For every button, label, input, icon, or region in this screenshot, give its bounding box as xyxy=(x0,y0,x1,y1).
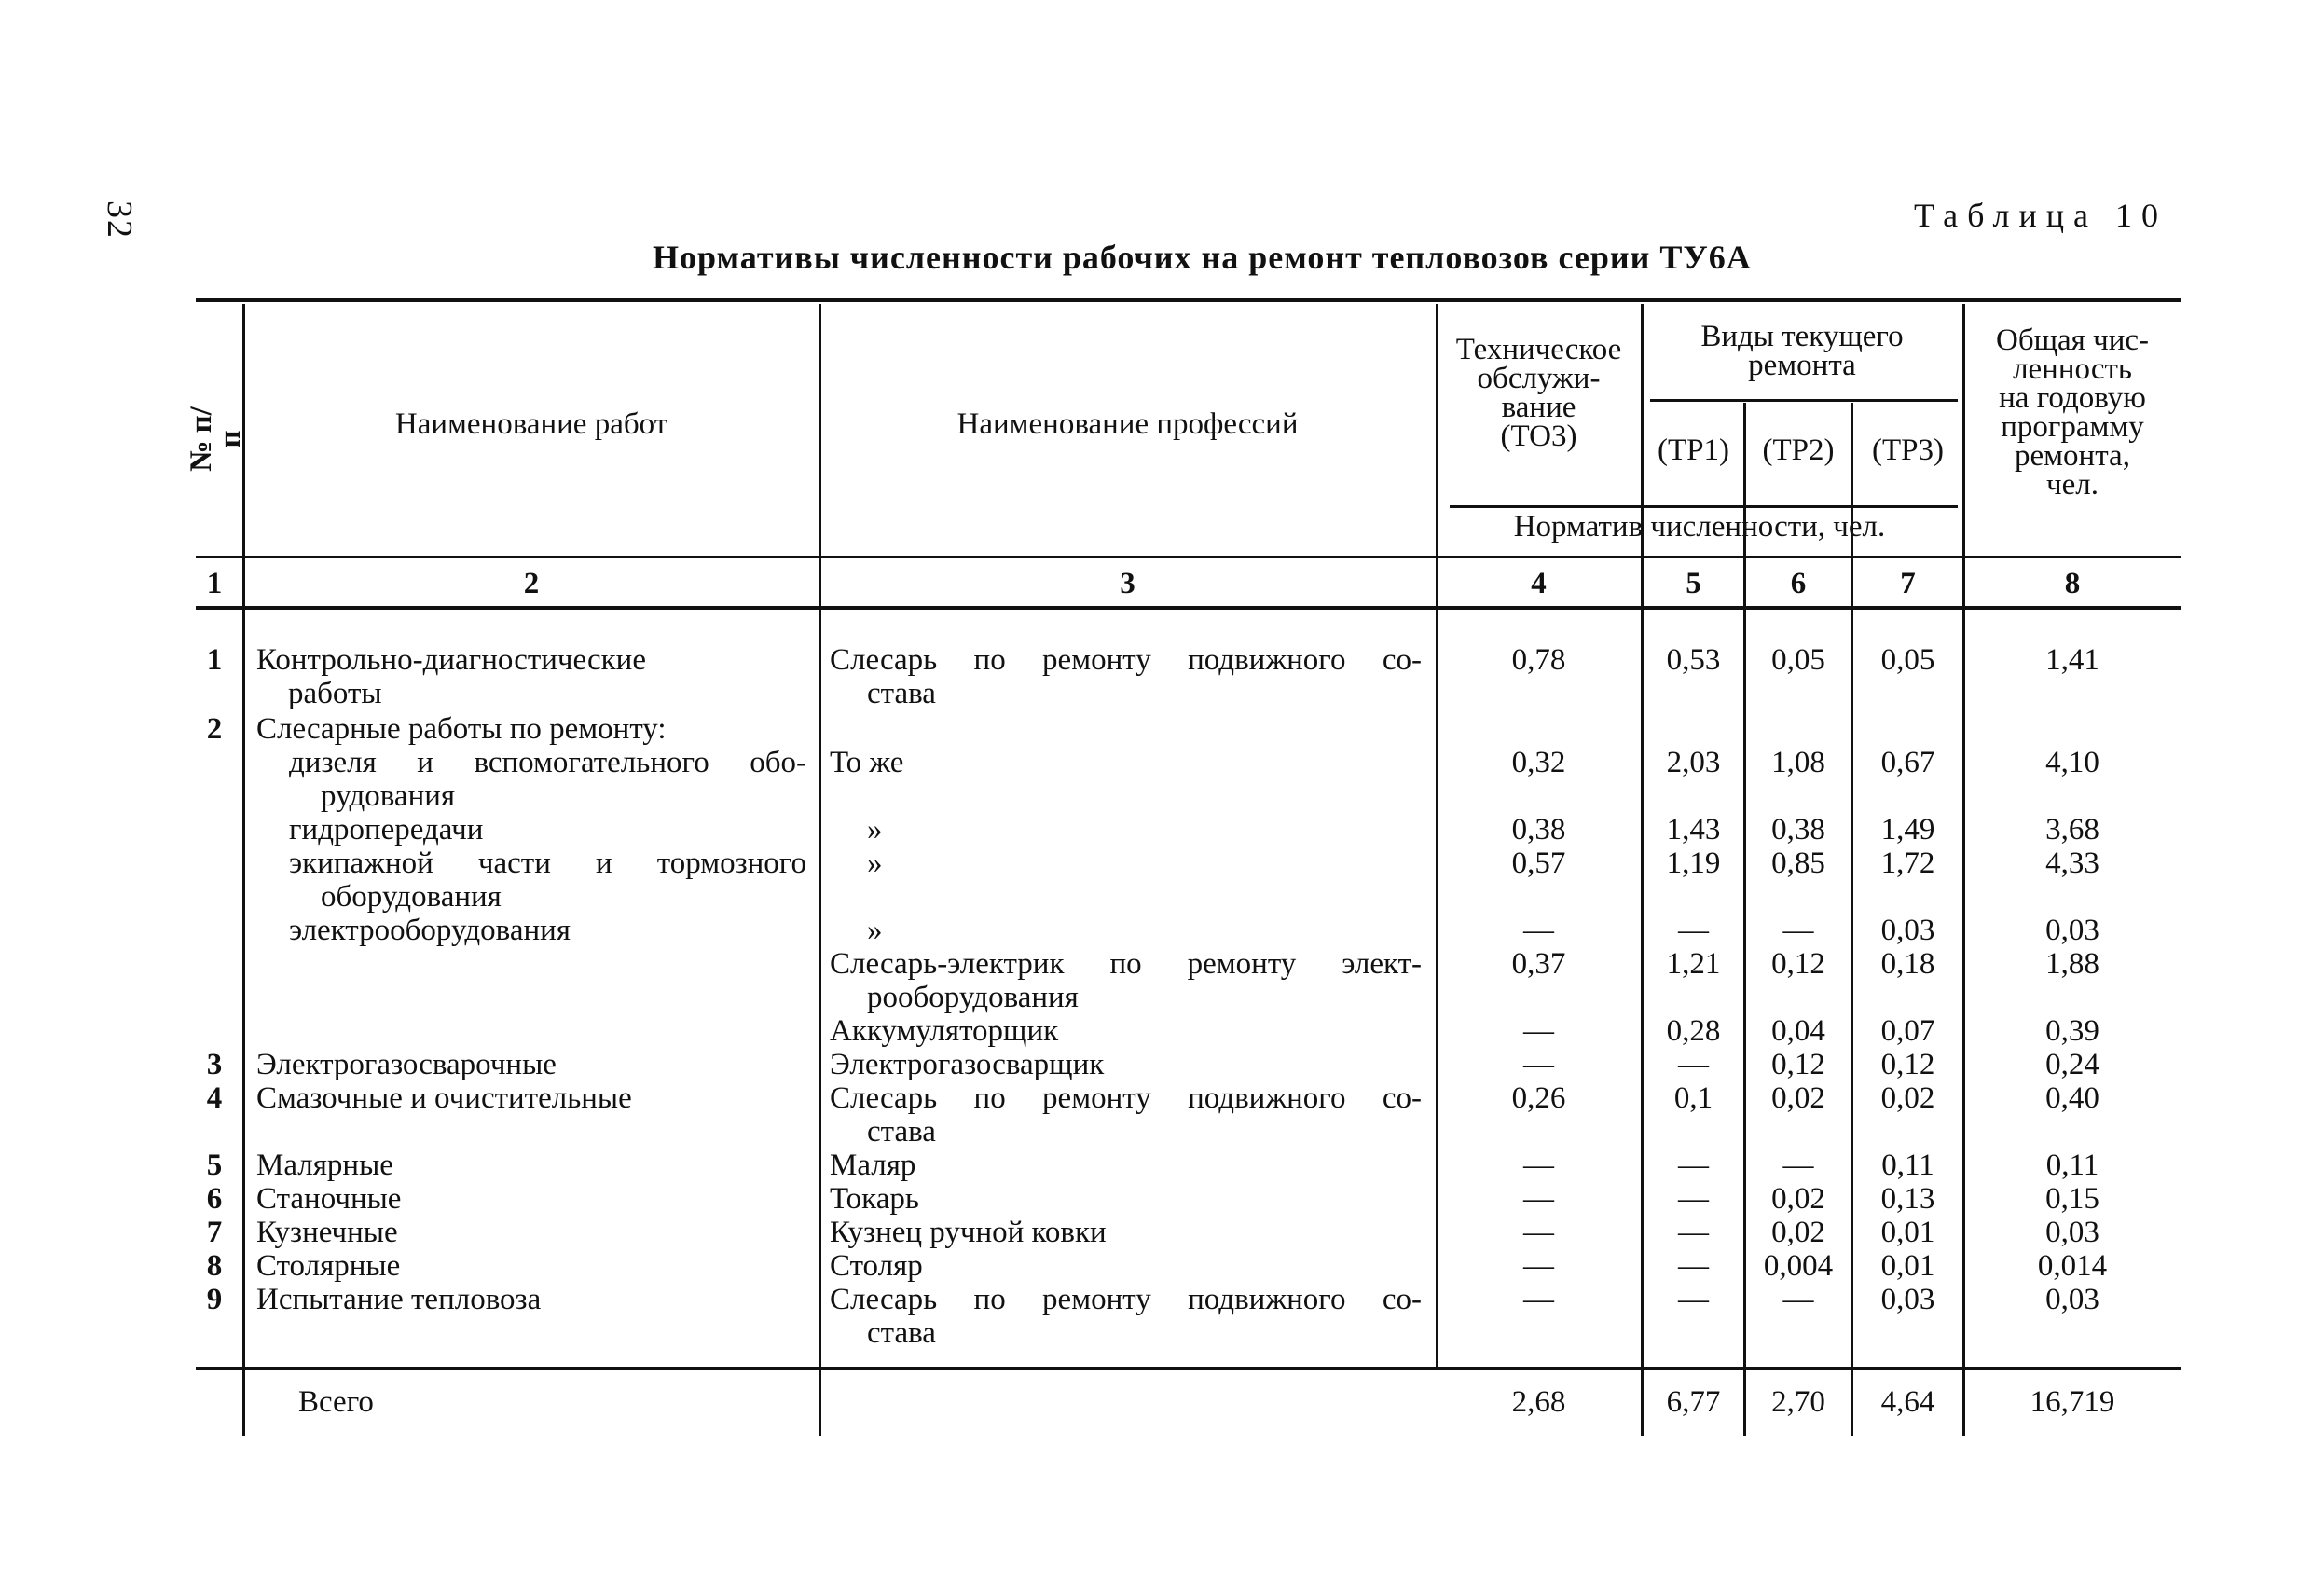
row-number: 1 xyxy=(206,643,223,677)
header-tech-service-line: (ТО3) xyxy=(1500,420,1577,453)
work-name-line: дизеля и вспомогательного обо- xyxy=(289,746,806,779)
value-total: 0,11 xyxy=(2045,1149,2099,1182)
header-total-line: ремонта, xyxy=(2015,439,2130,473)
value-total: 3,68 xyxy=(2045,813,2099,846)
profession-name xyxy=(830,1249,1422,1283)
header-total-line: Общая чис- xyxy=(1995,323,2149,357)
value-tr2: 0,02 xyxy=(1771,1182,1825,1216)
value-tr2: — xyxy=(1782,1149,1814,1182)
row-number: 9 xyxy=(206,1283,223,1316)
value-tr3: 0,01 xyxy=(1880,1249,1935,1283)
subheader-rule xyxy=(1650,399,1958,402)
value-tr3: 1,49 xyxy=(1880,813,1935,846)
value-tr2: — xyxy=(1782,914,1814,947)
profession-name-line: става xyxy=(867,1115,936,1149)
profession-name-line: » xyxy=(867,813,883,846)
value-tr3: 0,07 xyxy=(1880,1014,1935,1048)
value-to3: 0,78 xyxy=(1511,643,1566,677)
work-name xyxy=(256,1216,816,1249)
profession-name xyxy=(830,1081,1422,1149)
value-to3: — xyxy=(1523,1216,1554,1249)
totals-label: Всего xyxy=(298,1385,374,1419)
work-name xyxy=(256,643,816,710)
work-name-line: экипажной части и тормозного xyxy=(289,846,806,880)
value-tr3: 0,01 xyxy=(1880,1216,1935,1249)
header-current-repair xyxy=(1644,320,1961,382)
header-total-line: программу xyxy=(2001,410,2144,444)
totals-tr1: 6,77 xyxy=(1666,1385,1721,1419)
value-tr2: — xyxy=(1782,1283,1814,1316)
work-name xyxy=(256,1249,816,1283)
profession-name-line: Столяр xyxy=(830,1249,923,1283)
value-total: 0,40 xyxy=(2045,1081,2099,1115)
table-label: Таблица 10 xyxy=(1914,197,2168,234)
body-bottom-rule xyxy=(196,1367,2181,1370)
work-name-line: Столярные xyxy=(256,1249,401,1283)
header-total-line: на годовую xyxy=(1999,381,2146,415)
value-to3: 0,38 xyxy=(1511,813,1566,846)
column-number: 8 xyxy=(2064,567,2081,600)
value-tr1: 0,28 xyxy=(1666,1014,1721,1048)
totals-tr2: 2,70 xyxy=(1771,1385,1825,1419)
value-total: 0,24 xyxy=(2045,1048,2099,1081)
page-number: 32 xyxy=(100,200,139,240)
value-tr3: 0,13 xyxy=(1880,1182,1935,1216)
value-tr3: 0,05 xyxy=(1880,643,1935,677)
value-tr3: 0,67 xyxy=(1880,746,1935,779)
profession-name xyxy=(830,1216,1422,1249)
totals-tr3: 4,64 xyxy=(1880,1385,1935,1419)
work-name-line: Электрогазосварочные xyxy=(256,1048,557,1081)
value-tr2: 0,12 xyxy=(1771,1048,1825,1081)
row-number: 6 xyxy=(206,1182,223,1216)
value-tr2: 1,08 xyxy=(1771,746,1825,779)
profession-name xyxy=(830,1283,1422,1350)
col-rule-2 xyxy=(819,304,821,1436)
totals-to3: 2,68 xyxy=(1511,1385,1566,1419)
header-bottom-rule xyxy=(196,556,2181,558)
work-name xyxy=(289,813,806,846)
value-tr1: — xyxy=(1678,914,1709,947)
value-to3: — xyxy=(1523,1283,1554,1316)
value-total: 1,41 xyxy=(2045,643,2099,677)
profession-name xyxy=(830,1014,1422,1048)
work-name-line: гидропередачи xyxy=(289,813,484,846)
value-tr1: 1,21 xyxy=(1666,947,1721,981)
header-current-repair-line: ремонта xyxy=(1748,349,1856,382)
value-tr2: 0,05 xyxy=(1771,643,1825,677)
work-name-line: Станочные xyxy=(256,1182,402,1216)
value-to3: 0,57 xyxy=(1511,846,1566,880)
profession-name-line: Слесарь по ремонту подвижного со- xyxy=(830,1283,1422,1316)
header-tr2: (ТР2) xyxy=(1762,433,1835,467)
work-name-line: работы xyxy=(288,677,382,710)
profession-name-line: Слесарь по ремонту подвижного со- xyxy=(830,1081,1422,1115)
value-tr2: 0,12 xyxy=(1771,947,1825,981)
value-tr1: — xyxy=(1678,1182,1709,1216)
value-total: 4,33 xyxy=(2045,846,2099,880)
profession-name-line: Токарь xyxy=(830,1182,919,1216)
value-total: 0,03 xyxy=(2045,1283,2099,1316)
norm-rule xyxy=(1450,505,1958,508)
profession-name xyxy=(830,746,1422,779)
work-name-line: Контрольно-диагностические xyxy=(256,643,646,677)
profession-name xyxy=(830,914,1422,947)
header-total xyxy=(1965,323,2180,502)
value-tr2: 0,85 xyxy=(1771,846,1825,880)
work-name-line: рудования xyxy=(321,779,456,813)
work-name xyxy=(289,914,806,947)
header-tech-service xyxy=(1438,333,1639,453)
value-tr1: — xyxy=(1678,1149,1709,1182)
value-tr1: 1,19 xyxy=(1666,846,1721,880)
value-tr3: 1,72 xyxy=(1880,846,1935,880)
profession-name-line: Аккумуляторщик xyxy=(830,1014,1059,1048)
profession-name-line: Маляр xyxy=(830,1149,916,1182)
profession-name-line: Слесарь-электрик по ремонту элект- xyxy=(830,947,1422,981)
profession-name-line: » xyxy=(867,914,883,947)
value-to3: 0,26 xyxy=(1511,1081,1566,1115)
profession-name xyxy=(830,643,1422,710)
table-title: Нормативы численности рабочих на ремонт тепловозов серии ТУ6А xyxy=(653,239,1752,276)
value-total: 1,88 xyxy=(2045,947,2099,981)
profession-name xyxy=(830,846,1422,880)
work-name-line: Смазочные и очистительные xyxy=(256,1081,632,1115)
profession-name xyxy=(830,947,1422,1014)
profession-name-line: рооборудования xyxy=(867,981,1079,1014)
value-total: 0,03 xyxy=(2045,914,2099,947)
header-profession: Наименование профессий xyxy=(956,407,1299,441)
value-total: 0,39 xyxy=(2045,1014,2099,1048)
value-total: 0,014 xyxy=(2037,1249,2108,1283)
column-number: 2 xyxy=(523,567,540,600)
row-number: 8 xyxy=(206,1249,223,1283)
work-name xyxy=(256,1048,816,1081)
value-tr2: 0,02 xyxy=(1771,1216,1825,1249)
value-tr3: 0,03 xyxy=(1880,914,1935,947)
profession-name-line: Слесарь по ремонту подвижного со- xyxy=(830,643,1422,677)
work-name xyxy=(256,1182,816,1216)
profession-name xyxy=(830,1182,1422,1216)
column-number: 6 xyxy=(1790,567,1807,600)
row-number: 3 xyxy=(206,1048,223,1081)
value-tr1: — xyxy=(1678,1249,1709,1283)
value-total: 4,10 xyxy=(2045,746,2099,779)
profession-name-line: » xyxy=(867,846,883,880)
work-name-line: Слесарные работы по ремонту: xyxy=(256,712,667,746)
column-number: 3 xyxy=(1120,567,1135,600)
value-to3: — xyxy=(1523,1182,1554,1216)
colnum-bottom-rule xyxy=(196,606,2181,610)
value-tr3: 0,18 xyxy=(1880,947,1935,981)
header-tech-service-line: Техническое xyxy=(1455,333,1622,366)
value-to3: — xyxy=(1523,1048,1554,1081)
column-number: 1 xyxy=(206,567,223,600)
header-tech-service-line: обслужи- xyxy=(1477,362,1601,395)
work-name-line: Малярные xyxy=(256,1149,393,1182)
column-number: 4 xyxy=(1531,567,1547,600)
work-name xyxy=(256,712,816,746)
value-tr2: 0,02 xyxy=(1771,1081,1825,1115)
value-to3: 0,37 xyxy=(1511,947,1566,981)
work-name xyxy=(256,1149,816,1182)
header-norm-label: Норматив численности, чел. xyxy=(1513,510,1886,543)
profession-name xyxy=(830,1048,1422,1081)
value-to3: — xyxy=(1523,914,1554,947)
profession-name-line: То же xyxy=(830,746,904,779)
profession-name-line: става xyxy=(867,1316,936,1350)
row-number: 5 xyxy=(206,1149,223,1182)
profession-name xyxy=(830,1149,1422,1182)
value-tr3: 0,12 xyxy=(1880,1048,1935,1081)
value-tr3: 0,02 xyxy=(1880,1081,1935,1115)
value-to3: 0,32 xyxy=(1511,746,1566,779)
column-number: 7 xyxy=(1900,567,1916,600)
value-tr1: — xyxy=(1678,1048,1709,1081)
value-tr2: 0,004 xyxy=(1763,1249,1834,1283)
value-tr1: — xyxy=(1678,1283,1709,1316)
totals-total: 16,719 xyxy=(2030,1385,2115,1419)
work-name-line: Кузнечные xyxy=(256,1216,398,1249)
value-tr1: — xyxy=(1678,1216,1709,1249)
profession-name-line: Электрогазосварщик xyxy=(830,1048,1105,1081)
header-work: Наименование работ xyxy=(394,407,668,441)
column-number: 5 xyxy=(1686,567,1701,600)
header-rownum: № п/п xyxy=(185,406,247,472)
work-name xyxy=(256,1283,816,1316)
header-tr3: (ТР3) xyxy=(1872,433,1944,467)
work-name xyxy=(289,746,806,813)
value-tr3: 0,03 xyxy=(1880,1283,1935,1316)
value-to3: — xyxy=(1523,1149,1554,1182)
row-number: 4 xyxy=(206,1081,223,1115)
work-name xyxy=(256,1081,816,1115)
profession-name-line: става xyxy=(867,677,936,710)
value-total: 0,15 xyxy=(2045,1182,2099,1216)
work-name xyxy=(289,846,806,914)
table-top-rule xyxy=(196,298,2181,302)
row-number: 2 xyxy=(206,712,223,746)
value-tr2: 0,38 xyxy=(1771,813,1825,846)
value-tr3: 0,11 xyxy=(1881,1149,1934,1182)
work-name-line: Испытание тепловоза xyxy=(256,1283,542,1316)
value-tr2: 0,04 xyxy=(1771,1014,1825,1048)
value-total: 0,03 xyxy=(2045,1216,2099,1249)
header-total-line: чел. xyxy=(2046,468,2099,502)
work-name-line: оборудования xyxy=(321,880,502,914)
row-number: 7 xyxy=(206,1216,223,1249)
profession-name xyxy=(830,813,1422,846)
header-tr1: (ТР1) xyxy=(1658,433,1729,467)
header-tech-service-line: вание xyxy=(1501,391,1576,424)
header-total-line: ленность xyxy=(2013,352,2132,386)
value-tr1: 1,43 xyxy=(1666,813,1721,846)
value-tr1: 0,1 xyxy=(1673,1081,1713,1115)
value-to3: — xyxy=(1523,1014,1554,1048)
value-to3: — xyxy=(1523,1249,1554,1283)
work-name-line: электрооборудования xyxy=(289,914,571,947)
header-current-repair-line: Виды текущего xyxy=(1700,320,1904,353)
profession-name-line: Кузнец ручной ковки xyxy=(830,1216,1107,1249)
value-tr1: 0,53 xyxy=(1666,643,1721,677)
value-tr1: 2,03 xyxy=(1666,746,1721,779)
